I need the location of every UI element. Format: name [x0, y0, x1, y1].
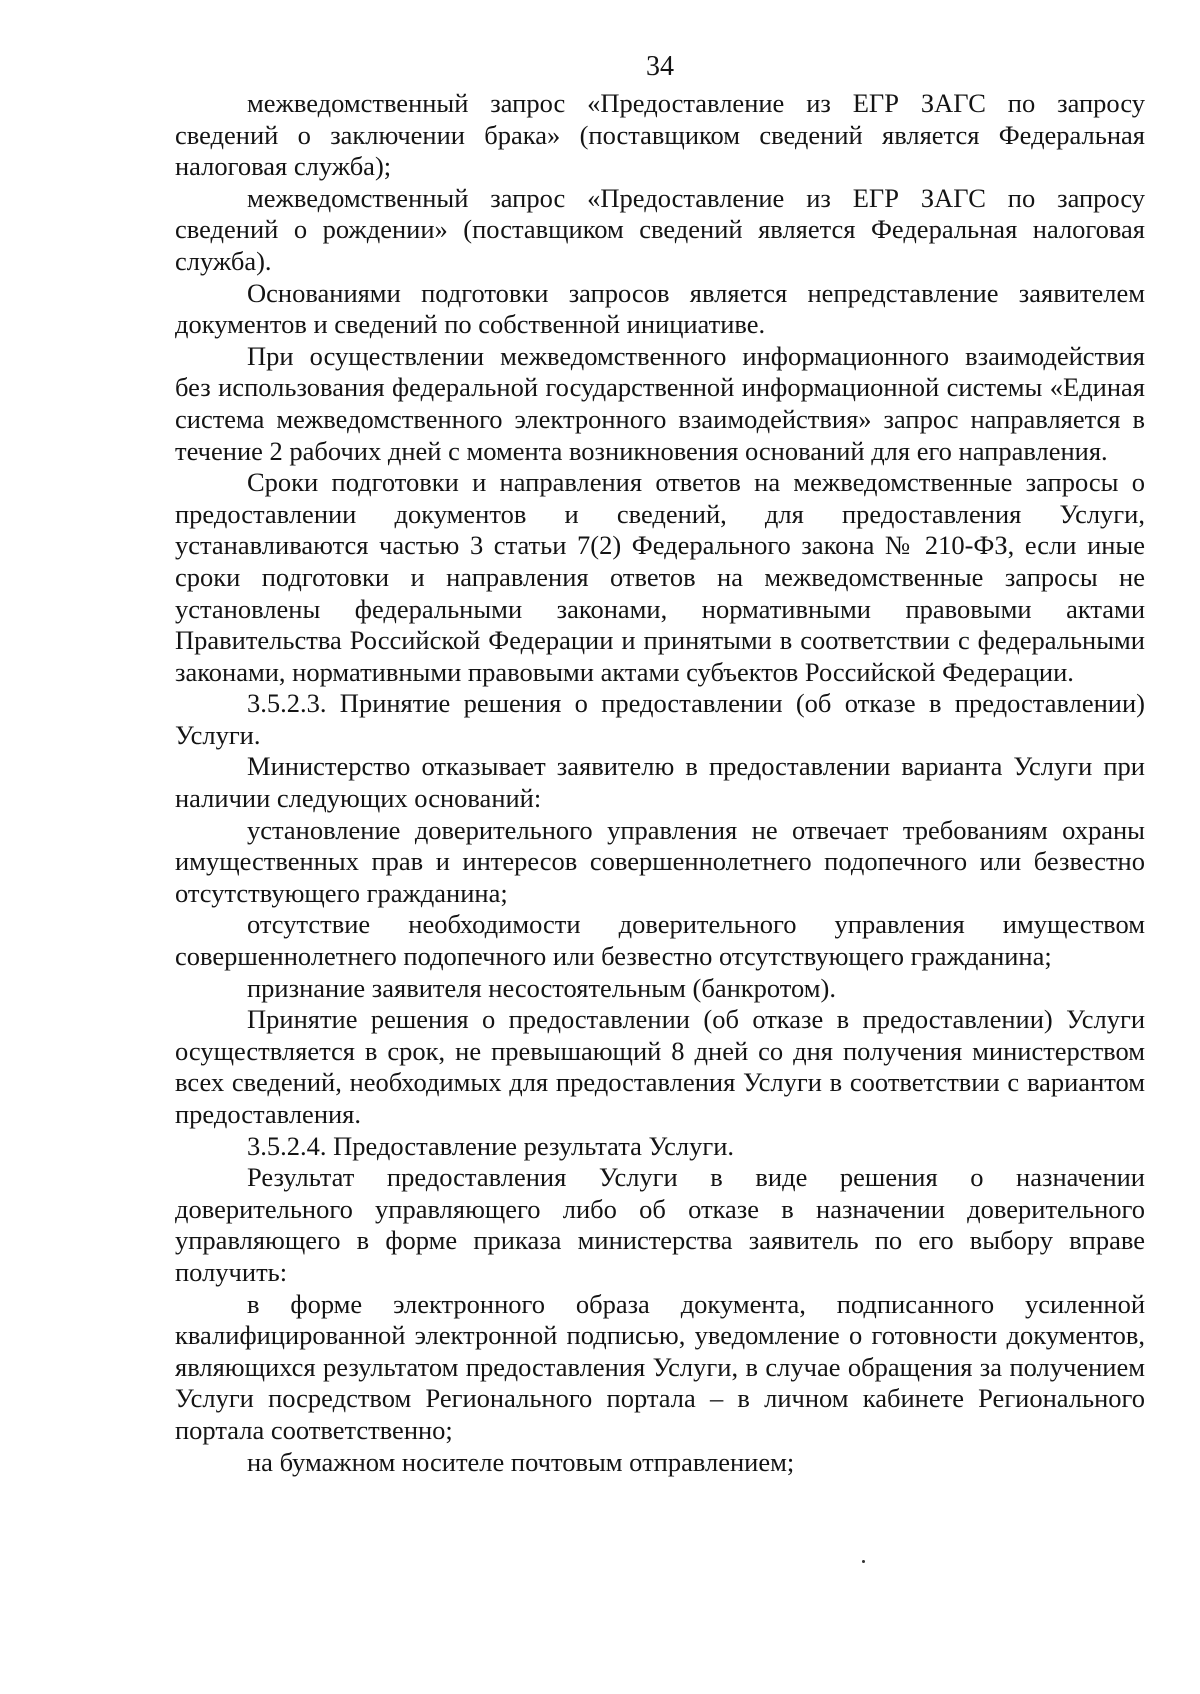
paragraph: межведомственный запрос «Предоставление из ЕГР ЗАГС по запросу сведений о заключении брака» (поставщиком сведений является Федеральная налоговая служба);	[175, 88, 1145, 182]
list-item: отсутствие необходимости доверительного управления имуществом совершеннолетнего подопечного или безвестно отсутствующего гражданина;	[175, 909, 1145, 972]
scan-speck	[862, 1560, 865, 1563]
list-item: на бумажном носителе почтовым отправлением;	[247, 1446, 795, 1477]
page-number: 34	[646, 51, 674, 82]
paragraph: Основаниями подготовки запросов является непредставление заявителем документов и сведений по собственной инициативе.	[175, 277, 1145, 340]
list-item: в форме электронного образа документа, подписанного усиленной квалифицированной электронной подписью, уведомление о готовности документов, являющихся результатом предоставления Услуги, в случае обращения за получением Услуги посредством Регионального портала – в личном кабинете Регионального портала соответственно;	[175, 1288, 1145, 1445]
paragraph: Сроки подготовки и направления ответов на межведомственные запросы о предоставлении документов и сведений, для предоставления Услуги, устанавливаются частью 3 статьи 7(2) Федерального закона № 210-ФЗ, если иные сроки подготовки и направления ответов на межведомственные запросы не установлены федеральными законами, нормативными правовыми актами Правительства Российской Федерации и принятыми в соответствии с федеральными законами, нормативными правовыми актами субъектов Российской Федерации.	[175, 467, 1145, 687]
paragraph: Министерство отказывает заявителю в предоставлении варианта Услуги при наличии следующих оснований:	[175, 751, 1145, 814]
list-item: установление доверительного управления не отвечает требованиям охраны имущественных прав и интересов совершеннолетнего подопечного или безвестно отсутствующего гражданина;	[175, 814, 1145, 908]
paragraph: Принятие решения о предоставлении (об отказе в предоставлении) Услуги осуществляется в срок, не превышающий 8 дней со дня получения министерством всех сведений, необходимых для предоставления Услуги в соответствии с вариантом предоставления.	[175, 1004, 1145, 1129]
paragraph: межведомственный запрос «Предоставление из ЕГР ЗАГС по запросу сведений о рождении» (поставщиком сведений является Федеральная налоговая служба).	[175, 182, 1145, 276]
section-heading: 3.5.2.3. Принятие решения о предоставлении (об отказе в предоставлении) Услуги.	[175, 688, 1145, 750]
section-heading: 3.5.2.4. Предоставление результата Услуги.	[247, 1130, 735, 1161]
paragraph: При осуществлении межведомственного информационного взаимодействия без использования федеральной государственной информационной системы «Единая система межведомственного электронного взаимодействия» запрос направляется в течение 2 рабочих дней с момента возникновения оснований для его направления.	[175, 340, 1145, 466]
paragraph: Результат предоставления Услуги в виде решения о назначении доверительного управляющего либо об отказе в назначении доверительного управляющего в форме приказа министерства заявитель по его выбору вправе получить:	[175, 1162, 1145, 1287]
list-item: признание заявителя несостоятельным (банкротом).	[247, 972, 836, 1003]
document-body	[175, 88, 1145, 1478]
